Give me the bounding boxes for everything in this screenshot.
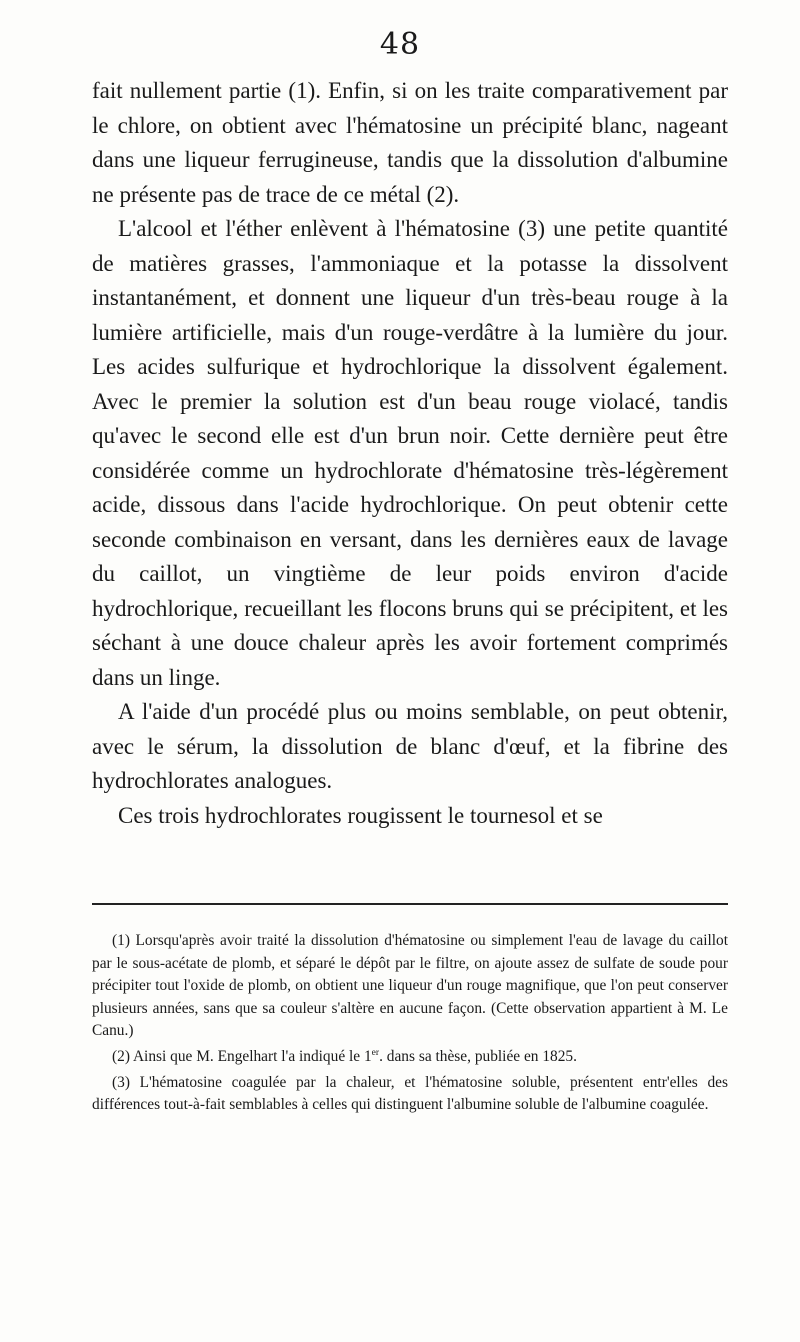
footnote-2-text: (2) Ainsi que M. Engelhart l'a indiqué le 1 <box>112 1047 372 1065</box>
paragraph-hydrochlorates: Ces trois hydrochlorates rougissent le tournesol et se <box>118 802 603 828</box>
paragraph-serum: A l'aide d'un procédé plus ou moins semblable, on peut obtenir, avec le sérum, la dissolution de blanc d'œuf, et la fibrine des hydrochlorates analogues. <box>92 699 728 793</box>
footnote-1: (1) Lorsqu'après avoir traité la dissolution d'hématosine ou simplement l'eau de lavage du caillot par le sous-acétate de plomb, et séparé le dépôt par le filtre, on ajoute assez de sulfate de soude pour précipiter tout l'oxide de plomb, on obtient une liqueur d'un rouge magnifique, que l'on peut conserver plusieurs années, sans que sa couleur s'altère en aucune façon. (Cette observation appartient à M. Le Canu.) <box>92 932 728 1040</box>
page-number: 48 <box>379 27 421 62</box>
footnote-2 <box>92 1046 728 1069</box>
paragraph-continuation: fait nullement partie (1). Enfin, si on les traite comparativement par le chlore, on obtient avec l'hématosine un précipité blanc, nageant dans une liqueur ferrugineuse, tandis que la dissolution d'albumine ne présente pas de trace de ce métal (2). <box>92 78 728 207</box>
footnotes <box>92 930 728 1120</box>
paragraph-alcool-ether: L'alcool et l'éther enlèvent à l'hématosine (3) une petite quantité de matières grasses, l'ammoniaque et la potasse la dissolvent instantanément, et donnent une liqueur d'un très-beau rouge à la lumière artificielle, mais d'un rouge-verdâtre à la lumière du jour. Les acides sulfurique et hydrochlorique la dissolvent également. Avec le premier la solution est d'un beau rouge violacé, tandis qu'avec le second elle est d'un brun noir. Cette dernière peut être considérée comme un hydrochlorate d'hématosine très-légèrement acide, dissous dans l'acide hydrochlorique. On peut obtenir cette seconde combinaison en versant, dans les dernières eaux de lavage du caillot, un vingtième de leur poids environ d'acide hydrochlorique, recueillant les flocons bruns qui se précipitent, et les séchant à une douce chaleur après les avoir fortement comprimés dans un linge. <box>92 216 728 690</box>
footnote-divider <box>92 903 728 905</box>
body-text <box>92 74 728 833</box>
footnote-2-text-end: . dans sa thèse, publiée en 1825. <box>379 1047 577 1065</box>
footnote-3: (3) L'hématosine coagulée par la chaleur, et l'hématosine soluble, présentent entr'elles des différences tout-à-fait semblables à celles qui distinguent l'albumine soluble de l'albumine coagulée. <box>92 1073 728 1114</box>
footnote-2-superscript: er <box>371 1046 380 1058</box>
